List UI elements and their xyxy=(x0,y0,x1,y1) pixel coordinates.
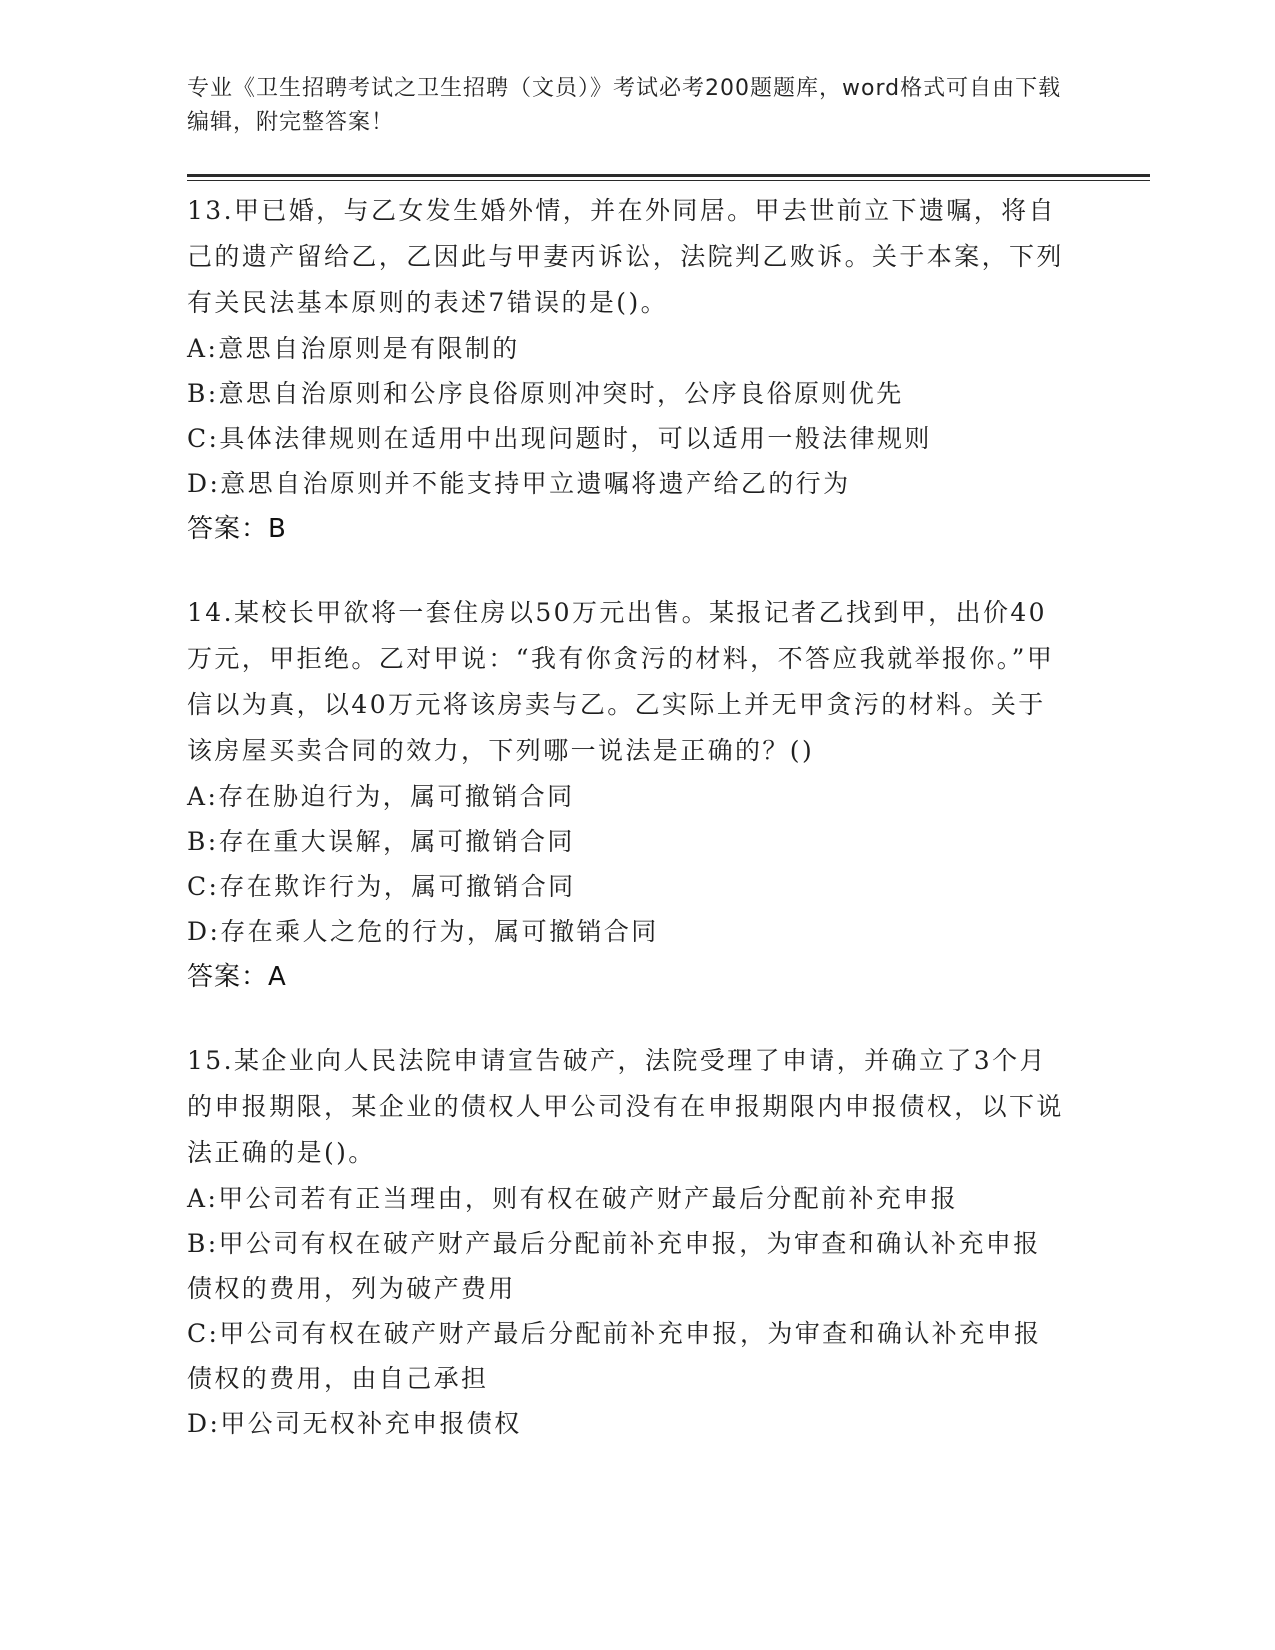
option-b: B:意思自治原则和公序良俗原则冲突时，公序良俗原则优先 xyxy=(187,379,904,408)
option-a: A:存在胁迫行为，属可撤销合同 xyxy=(187,782,575,811)
option-c: C:具体法律规则在适用中出现问题时，可以适用一般法律规则 xyxy=(187,424,932,453)
option-c: C:甲公司有权在破产财产最后分配前补充申报，为审查和确认补充申报债权的费用，由自己承担 xyxy=(187,1319,1042,1393)
document-header: 专业《卫生招聘考试之卫生招聘（文员）》考试必考200题题库，word格式可自由下载编辑，附完整答案！ xyxy=(187,76,1062,135)
question-14 xyxy=(187,590,1067,1000)
answer: 答案：A xyxy=(187,962,287,992)
option-a: A:甲公司若有正当理由，则有权在破产财产最后分配前补充申报 xyxy=(187,1184,959,1213)
option-a: A:意思自治原则是有限制的 xyxy=(187,334,520,363)
option-d: D:甲公司无权补充申报债权 xyxy=(187,1409,522,1438)
header-rule-thick xyxy=(187,174,1150,177)
option-d: D:存在乘人之危的行为，属可撤销合同 xyxy=(187,917,659,946)
question-13 xyxy=(187,188,1067,552)
question-list xyxy=(187,188,1067,1484)
question-stem: 15.某企业向人民法院申请宣告破产，法院受理了申请，并确立了3个月的申报期限，某企业的债权人甲公司没有在申报期限内申报债权，以下说法正确的是()。 xyxy=(187,1046,1064,1167)
question-stem: 13.甲已婚，与乙女发生婚外情，并在外同居。甲去世前立下遗嘱，将自己的遗产留给乙，乙因此与甲妻丙诉讼，法院判乙败诉。关于本案，下列有关民法基本原则的表述7错误的是()。 xyxy=(187,196,1064,317)
option-c: C:存在欺诈行为，属可撤销合同 xyxy=(187,872,576,901)
option-b: B:甲公司有权在破产财产最后分配前补充申报，为审查和确认补充申报债权的费用，列为破产费用 xyxy=(187,1229,1041,1303)
option-d: D:意思自治原则并不能支持甲立遗嘱将遗产给乙的行为 xyxy=(187,469,851,498)
question-15 xyxy=(187,1038,1067,1446)
question-stem: 14.某校长甲欲将一套住房以50万元出售。某报记者乙找到甲，出价40万元，甲拒绝。乙对甲说：“我有你贪污的材料，不答应我就举报你。”甲信以为真，以40万元将该房卖与乙。乙实际上并无甲贪污的材料。关于该房屋买卖合同的效力，下列哪一说法是正确的？() xyxy=(187,598,1055,765)
option-b: B:存在重大误解，属可撤销合同 xyxy=(187,827,575,856)
header-rule-thin xyxy=(187,180,1150,181)
answer: 答案：B xyxy=(187,514,287,544)
